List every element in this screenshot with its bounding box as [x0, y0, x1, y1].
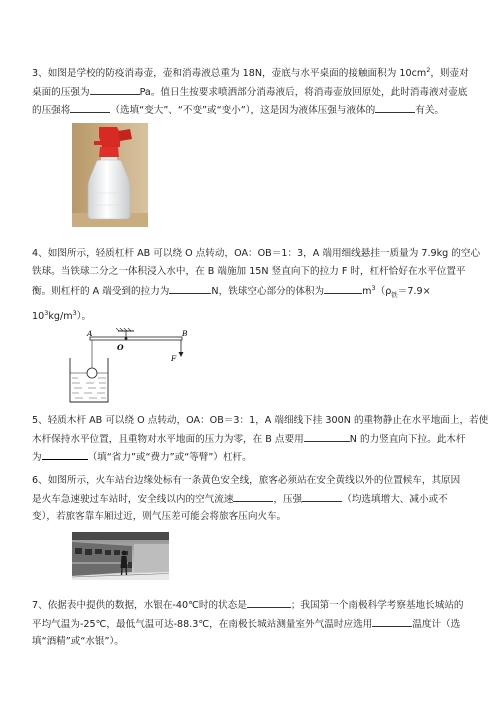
- question-7: [32, 596, 472, 651]
- label-o: O: [117, 343, 124, 352]
- answer-blank[interactable]: [304, 430, 350, 442]
- label-a: A: [87, 329, 93, 338]
- label-f: F: [171, 354, 177, 363]
- answer-blank[interactable]: [247, 596, 291, 608]
- q4-line-4: $10^3kg/m^3$）。: [32, 308, 92, 322]
- lever-bar: [90, 337, 182, 340]
- sprayer-bottle-photo: [72, 123, 148, 227]
- answer-blank[interactable]: [169, 282, 211, 294]
- q6-line-2: 是火车急速驶过车站时，安全线以内的空气流速 ，压强 （均选填增大、减小或不: [32, 490, 472, 509]
- q5-line-3: 为 （填“省力”或“费力”或“等臂”）杠杆。: [32, 448, 472, 467]
- answer-blank[interactable]: [233, 490, 273, 502]
- q3-line-3: 的压强将 （选填“变大”、“不变”或“变小”），这是因为液体压强与液体的 有关。: [32, 101, 472, 120]
- answer-blank[interactable]: [375, 101, 415, 113]
- q4-line-3: 衡。则杠杆的 A 端受到的拉力为 N，铁球空心部分的体积为 $m^3(\rho_铁=7.9\times$: [32, 284, 431, 300]
- answer-blank[interactable]: [324, 282, 362, 294]
- answer-blank[interactable]: [42, 448, 88, 460]
- lever-diagram-svg: [58, 328, 198, 406]
- q7-line-3: 填“酒精”或“水银”）。: [32, 636, 124, 647]
- iron-ball: [87, 368, 97, 378]
- question-4: [32, 245, 481, 325]
- q3-line-2: 桌面的压强为 Pa。值日生按要求喷洒部分消毒液后，将消毒壶放回原处，此时消毒液对壶底: [32, 83, 472, 102]
- train-station-photo: [72, 532, 169, 580]
- q4-line-1: 4、如图所示，轻质杠杆 AB 可以绕 O 点转动，OA：OB＝1：3，A 端用细线悬挂一质量为 7.9kg 的空心: [32, 248, 481, 259]
- answer-blank[interactable]: [302, 490, 342, 502]
- q3-line-1: 3、如图是学校的防疫消毒壶，壶和消毒液总重为 18N，壶底与水平桌面的接触面积为 $10cm^2$，则壶对: [32, 66, 469, 80]
- q5-line-2: 木杆保持水平位置，且重物对水平地面的压力为零，在 B 点要用 N 的力竖直向下拉。此木杆: [32, 430, 472, 449]
- question-3: [32, 62, 472, 120]
- answer-blank[interactable]: [70, 101, 110, 113]
- q7-line-2: 平均气温为-25℃，最低气温可达-88.3℃，在南极长城站测量室外气温时应选用 温度计（选: [32, 615, 472, 634]
- train-station-image: [72, 532, 169, 580]
- answer-blank[interactable]: [372, 615, 412, 627]
- sprayer-bottle-image: [72, 123, 148, 227]
- q7-line-1: 7、依据表中提供的数据，水银在-40℃时的状态是 ；我国第一个南极科学考察基地长城站的: [32, 596, 472, 615]
- water-container: [70, 358, 108, 402]
- q5-line-1: 5、轻质木杆 AB 可以绕 O 点转动，OA：OB＝3：1，A 端细线下挂 300N 的重物静止在水平地面上，若使: [32, 415, 489, 426]
- question-5: [32, 412, 489, 467]
- lever-diagram: [58, 328, 198, 406]
- label-b: B: [182, 329, 188, 338]
- q6-line-1: 6、如图所示，火车站台边缘处标有一条黄色安全线，旅客必须站在安全黄线以外的位置候车，其原因: [32, 475, 461, 486]
- q6-line-3: 变），若旅客靠车厢过近，则气压差可能会将旅客压向火车。: [32, 511, 287, 522]
- question-6: [32, 472, 472, 526]
- answer-blank[interactable]: [90, 83, 140, 95]
- q4-line-2: 铁球。当铁球二分之一体积浸入水中，在 B 端施加 15N 竖直向下的拉力 F 时，杠杆恰好在水平位置平: [32, 265, 466, 277]
